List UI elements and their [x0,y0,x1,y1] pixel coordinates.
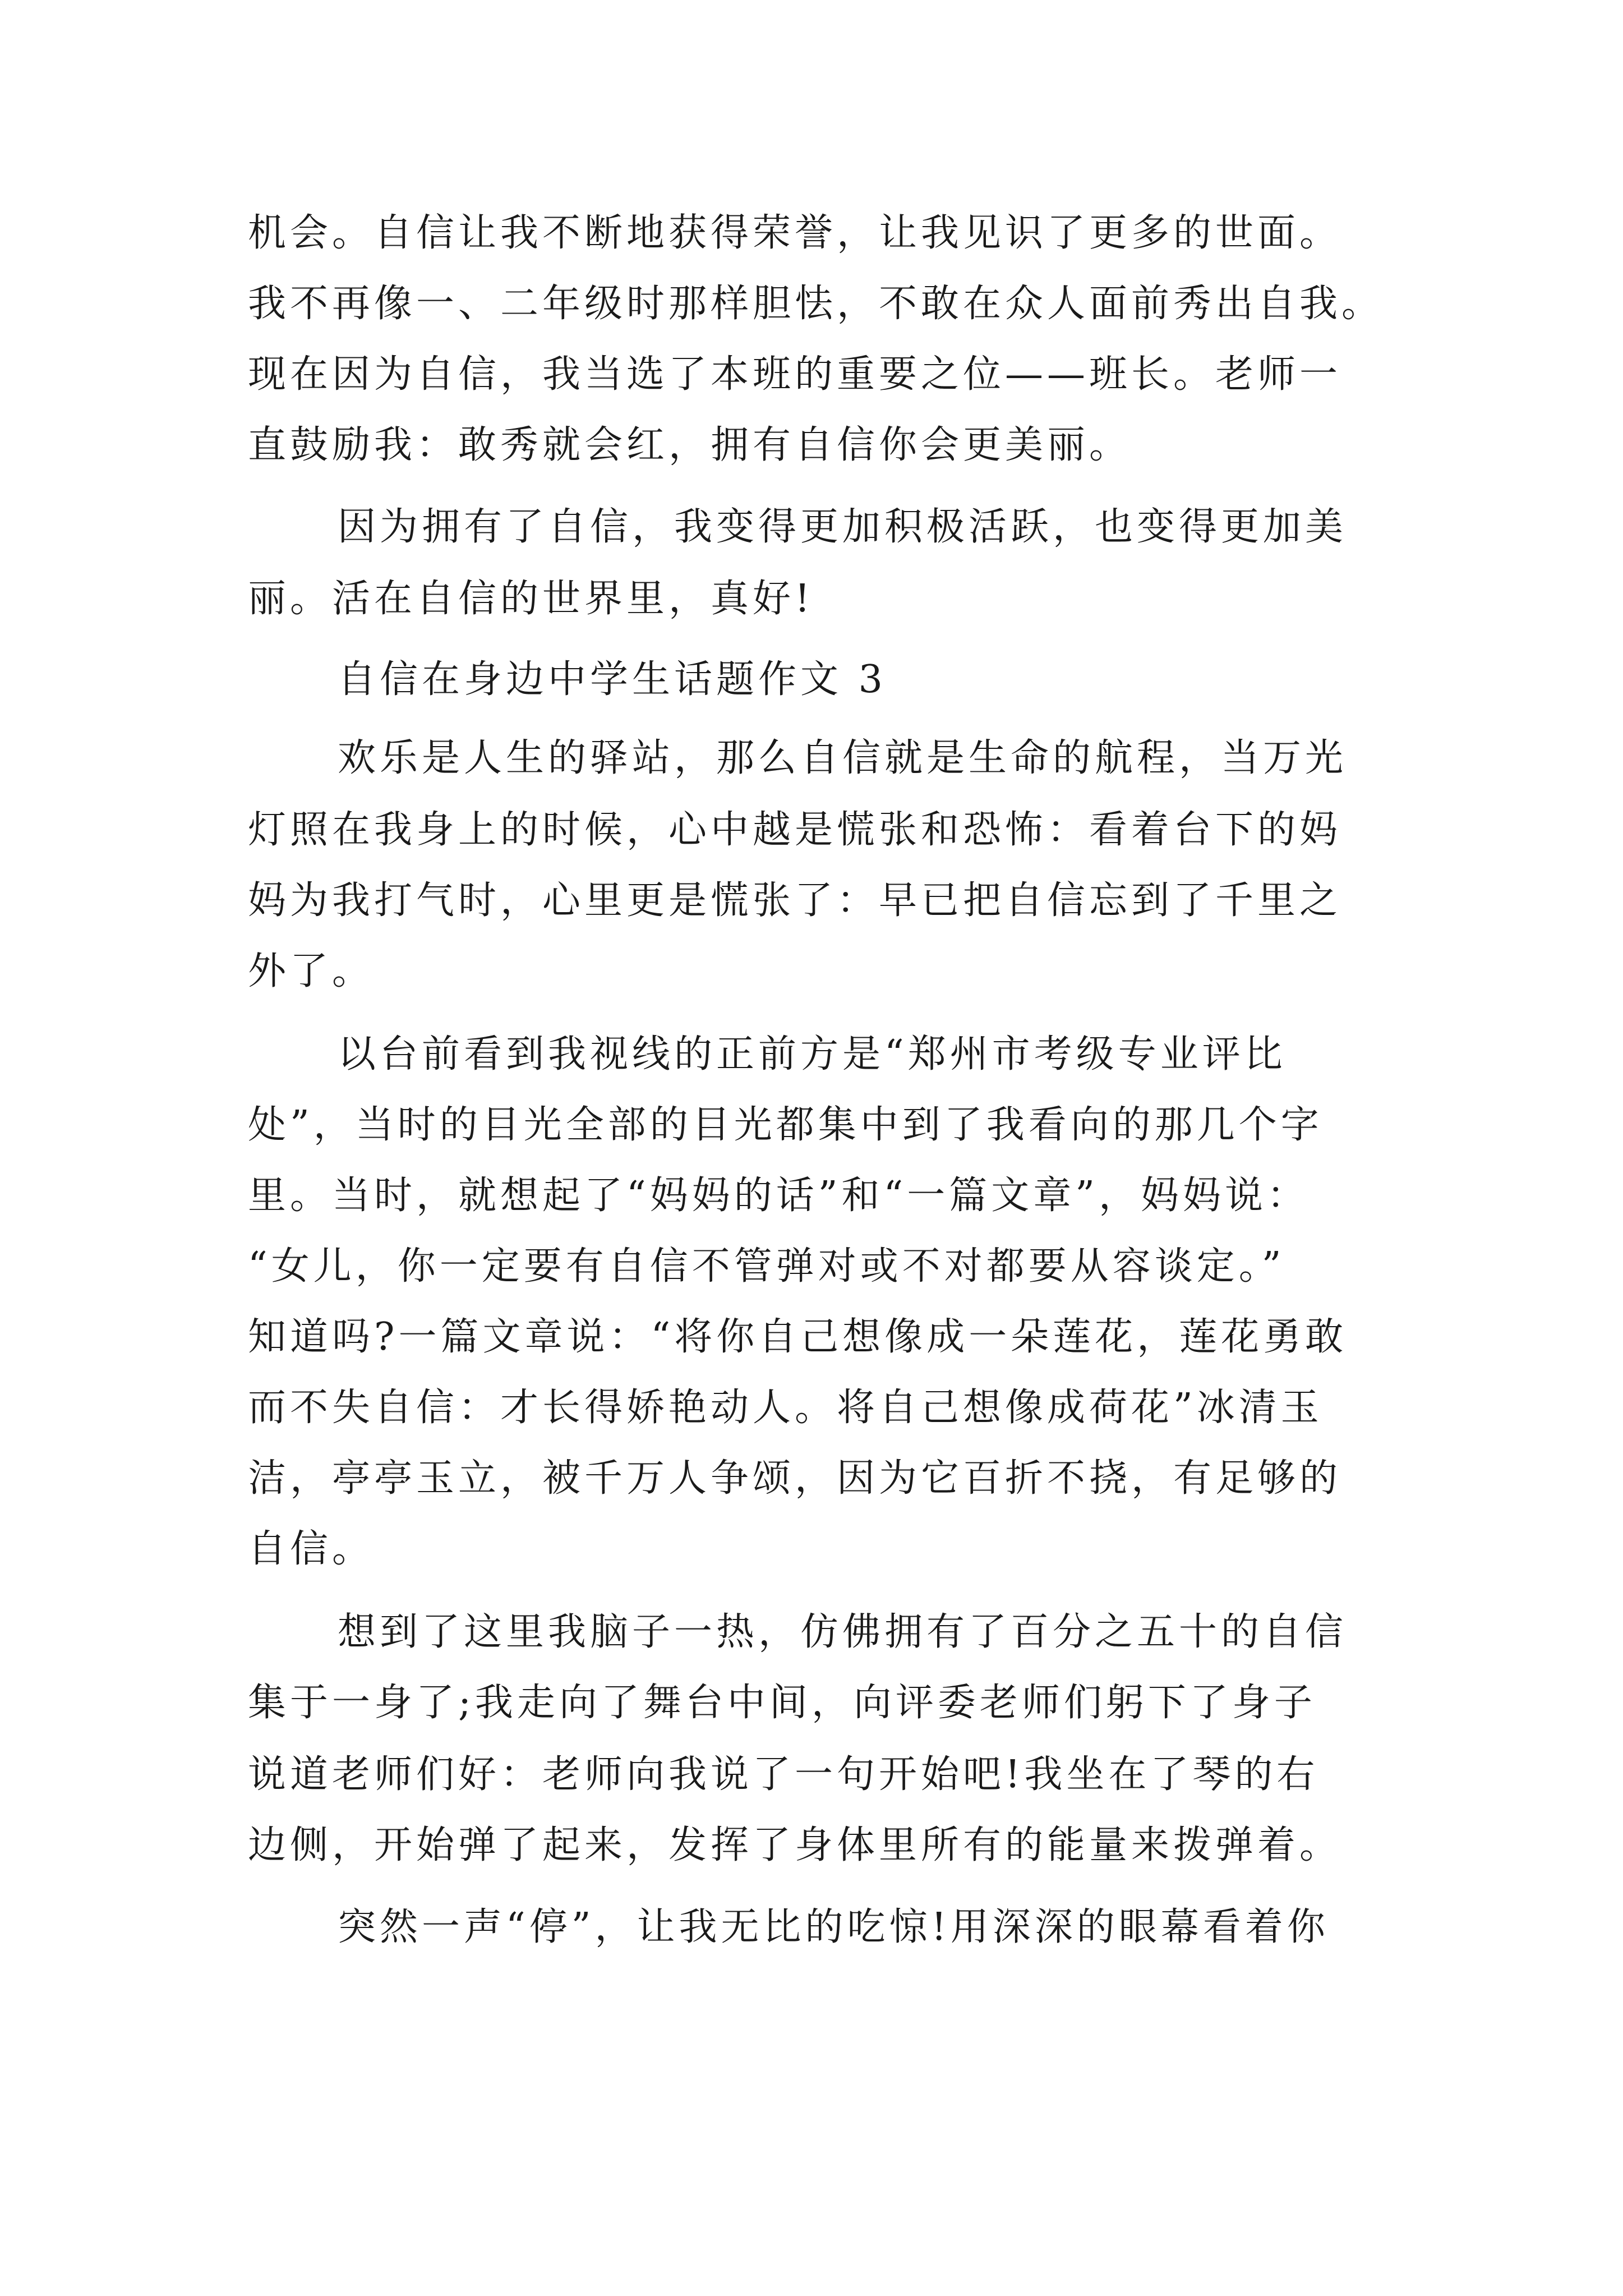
text-line: 因为拥有了自信，我变得更加积极活跃，也变得更加美 [338,505,1348,549]
text-line: 而不失自信：才长得娇艳动人。将自己想像成荷花”冰清玉 [248,1386,1323,1430]
text-line: 灯照在我身上的时候，心中越是慌张和恐怖：看着台下的妈 [248,808,1342,852]
text-line: 我不再像一、二年级时那样胆怯，不敢在众人面前秀出自我。 [248,282,1384,326]
text-line: 自信。 [248,1527,375,1571]
text-line: 以台前看到我视线的正前方是“郑州市考级专业评比 [338,1032,1287,1076]
text-line: 欢乐是人生的驿站，那么自信就是生命的航程，当万光 [338,736,1348,780]
text-line: 说道老师们好：老师向我说了一句开始吧!我坐在了琴的右 [248,1752,1319,1797]
text-line: 直鼓励我：敢秀就会红，拥有自信你会更美丽。 [248,423,1132,467]
text-line: 现在因为自信，我当选了本班的重要之位——班长。老师一 [248,352,1342,397]
text-line: 丽。活在自信的世界里，真好! [248,577,814,621]
text-line: 处”，当时的目光全部的目光都集中到了我看向的那几个字 [248,1103,1323,1147]
text-line: 洁，亭亭玉立，被千万人争颂，因为它百折不挠，有足够的 [248,1456,1342,1501]
text-line: 知道吗?一篇文章说：“将你自己想像成一朵莲花，莲花勇敢 [248,1315,1348,1359]
text-line: 边侧，开始弹了起来，发挥了身体里所有的能量来拨弹着。 [248,1823,1342,1867]
text-line: 妈为我打气时，心里更是慌张了：早已把自信忘到了千里之 [248,878,1342,923]
text-line: 机会。自信让我不断地获得荣誉，让我见识了更多的世面。 [248,211,1342,255]
text-line: 外了。 [248,949,375,993]
text-line: 里。当时，就想起了“妈妈的话”和“一篇文章”，妈妈说： [248,1174,1310,1218]
text-line: “女儿，你一定要有自信不管弹对或不对都要从容谈定。” [248,1244,1285,1289]
text-line: 集于一身了;我走向了舞台中间，向评委老师们躬下了身子 [248,1681,1316,1725]
text-line: 想到了这里我脑子一热，仿佛拥有了百分之五十的自信 [338,1610,1348,1654]
text-line: 自信在身边中学生话题作文 3 [338,657,887,702]
text-line: 突然一声“停”，让我无比的吃惊!用深深的眼幕看着你 [338,1905,1329,1949]
